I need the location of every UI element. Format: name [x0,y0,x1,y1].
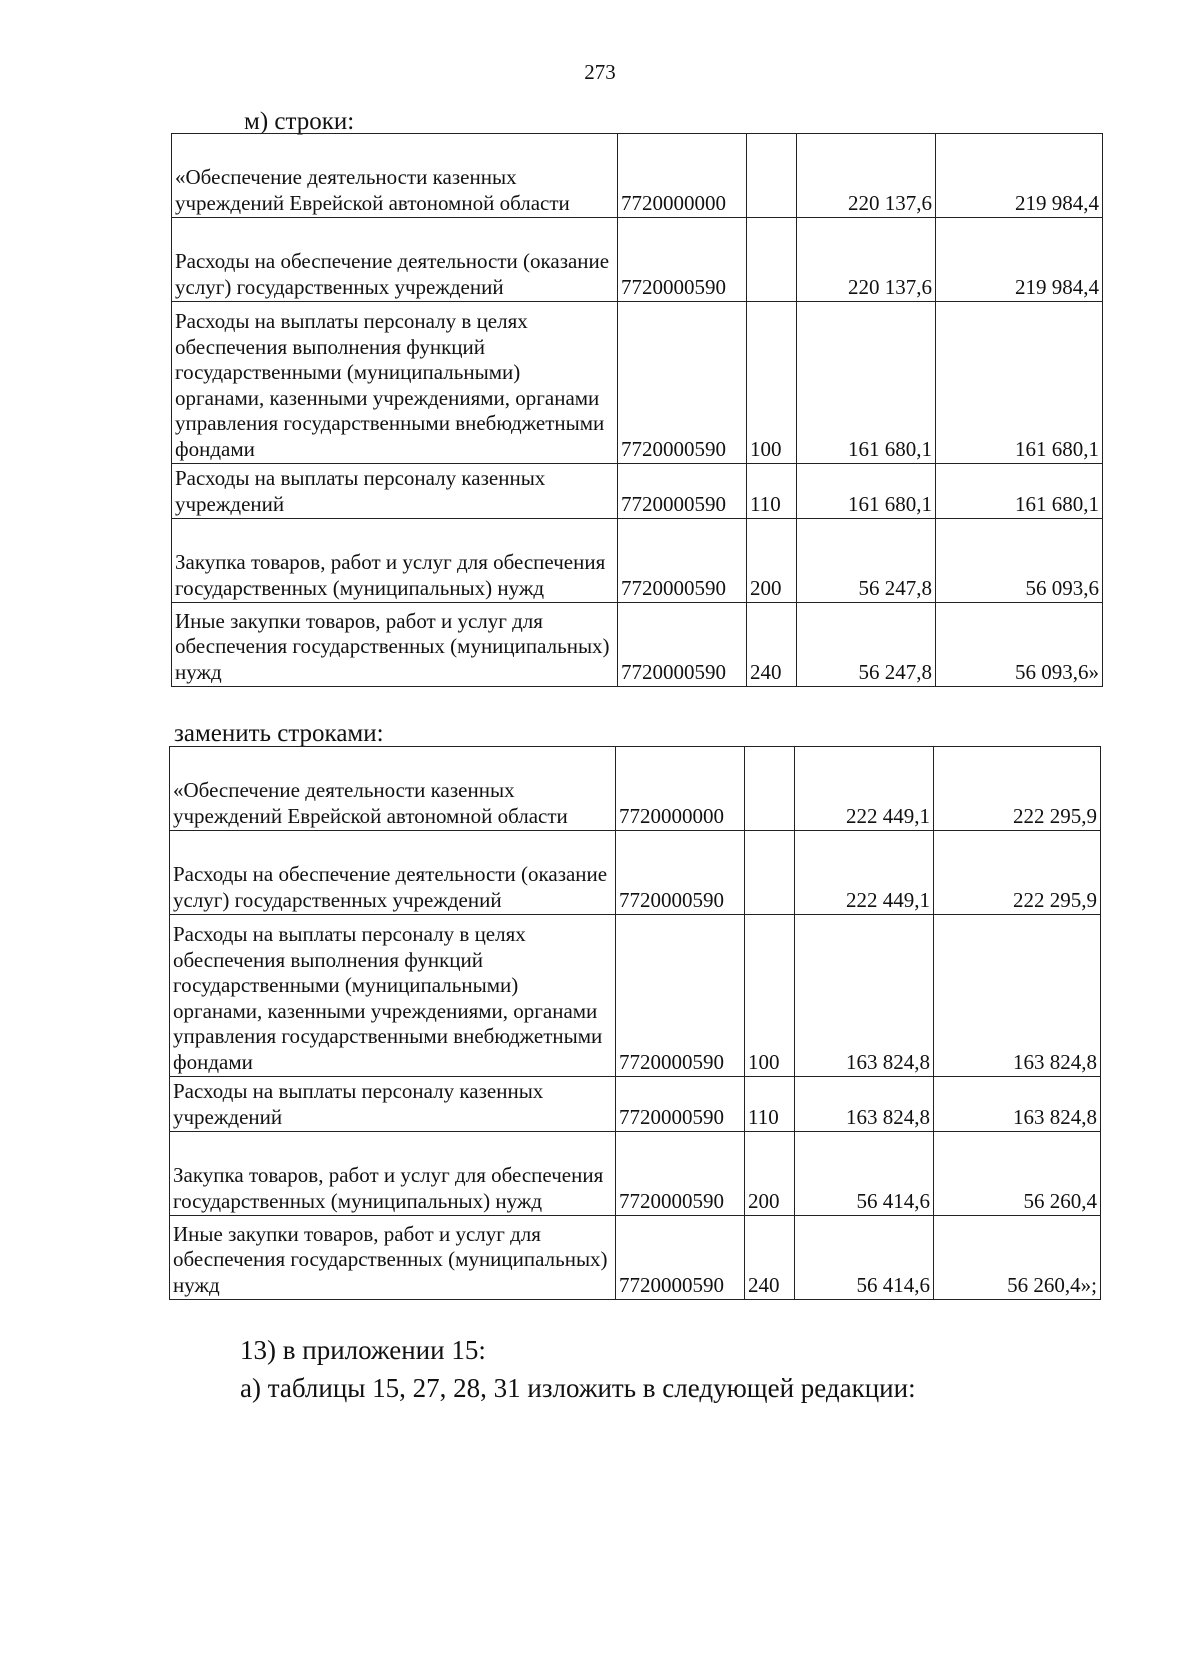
row-code: 7720000590 [618,302,747,464]
row-value-2: 56 093,6 [936,519,1103,603]
row-name: Расходы на обеспечение деятельности (оказание услуг) государственных учреждений [172,218,618,302]
row-value-2: 161 680,1 [936,464,1103,519]
row-name: Расходы на обеспечение деятельности (оказание услуг) государственных учреждений [170,831,616,915]
row-value-1: 220 137,6 [797,134,936,218]
row-code: 7720000590 [616,831,745,915]
row-value-2: 56 260,4»; [934,1216,1101,1300]
table-row [170,915,1101,1077]
row-value-1: 163 824,8 [795,915,934,1077]
row-code: 7720000590 [616,1216,745,1300]
table-row [170,831,1101,915]
row-value-1: 163 824,8 [795,1077,934,1132]
row-expense-type: 240 [745,1216,795,1300]
row-value-2: 163 824,8 [934,915,1101,1077]
row-value-1: 56 414,6 [795,1216,934,1300]
row-expense-type [747,134,797,218]
row-expense-type [745,747,795,831]
table-row [172,134,1103,218]
table-row [170,1132,1101,1216]
row-expense-type: 200 [747,519,797,603]
row-expense-type: 100 [745,915,795,1077]
row-value-1: 56 247,8 [797,603,936,687]
row-code: 7720000590 [618,603,747,687]
table-row [170,1216,1101,1300]
table-row [172,603,1103,687]
row-name: Иные закупки товаров, работ и услуг для обеспечения государственных (муниципальных) нужд [172,603,618,687]
row-expense-type [745,831,795,915]
row-value-2: 161 680,1 [936,302,1103,464]
row-value-2: 222 295,9 [934,831,1101,915]
row-value-1: 56 414,6 [795,1132,934,1216]
row-value-1: 56 247,8 [797,519,936,603]
table-row [170,747,1101,831]
row-value-1: 222 449,1 [795,747,934,831]
old-rows-table [171,133,1103,687]
row-code: 7720000590 [618,218,747,302]
table-row [172,302,1103,464]
item-13-text: 13) в приложении 15: [240,1335,486,1365]
row-expense-type: 100 [747,302,797,464]
table-row [172,464,1103,519]
row-expense-type: 110 [747,464,797,519]
row-code: 7720000590 [616,915,745,1077]
row-value-2: 222 295,9 [934,747,1101,831]
row-value-2: 56 260,4 [934,1132,1101,1216]
row-name: Расходы на выплаты персоналу казенных учреждений [170,1077,616,1132]
table-row [172,519,1103,603]
row-name: Расходы на выплаты персоналу в целях обеспечения выполнения функций государственными (муниципальными) органами, казенными учреждениями, органами управления государственными внебюджетными фондами [170,915,616,1077]
section-m-label: м) строки: [244,108,355,135]
row-code: 7720000000 [616,747,745,831]
new-rows-table [169,746,1101,1300]
row-value-2: 163 824,8 [934,1077,1101,1132]
replace-label: заменить строками: [174,720,384,747]
table-row [172,218,1103,302]
page-number: 273 [584,60,616,84]
row-code: 7720000590 [618,464,747,519]
row-name: Закупка товаров, работ и услуг для обеспечения государственных (муниципальных) нужд [172,519,618,603]
row-expense-type [747,218,797,302]
row-code: 7720000590 [616,1132,745,1216]
row-value-1: 161 680,1 [797,302,936,464]
row-name: Иные закупки товаров, работ и услуг для обеспечения государственных (муниципальных) нужд [170,1216,616,1300]
row-value-2: 219 984,4 [936,218,1103,302]
table-row [170,1077,1101,1132]
row-value-1: 161 680,1 [797,464,936,519]
item-13a-text: а) таблицы 15, 27, 28, 31 изложить в следующей редакции: [240,1373,916,1403]
row-expense-type: 240 [747,603,797,687]
row-name: Расходы на выплаты персоналу в целях обеспечения выполнения функций государственными (муниципальными) органами, казенными учреждениями, органами управления государственными внебюджетными фондами [172,302,618,464]
row-expense-type: 110 [745,1077,795,1132]
row-code: 7720000000 [618,134,747,218]
row-value-2: 56 093,6» [936,603,1103,687]
row-value-2: 219 984,4 [936,134,1103,218]
row-name: Расходы на выплаты персоналу казенных учреждений [172,464,618,519]
row-code: 7720000590 [616,1077,745,1132]
row-name: Закупка товаров, работ и услуг для обеспечения государственных (муниципальных) нужд [170,1132,616,1216]
row-expense-type: 200 [745,1132,795,1216]
row-name: «Обеспечение деятельности казенных учреждений Еврейской автономной области [170,747,616,831]
row-value-1: 220 137,6 [797,218,936,302]
row-value-1: 222 449,1 [795,831,934,915]
row-code: 7720000590 [618,519,747,603]
row-name: «Обеспечение деятельности казенных учреждений Еврейской автономной области [172,134,618,218]
